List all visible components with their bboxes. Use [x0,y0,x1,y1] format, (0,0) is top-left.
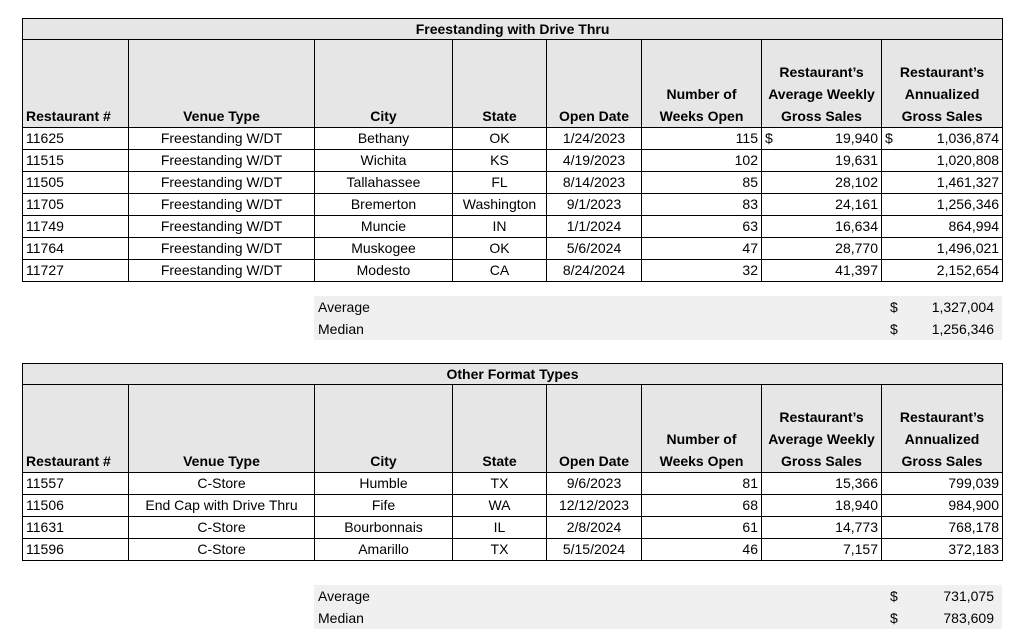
freestanding-rows [23,128,1003,282]
table-row [23,517,1003,539]
other-formats-table [22,363,1003,561]
state-cell: FL [453,172,547,194]
average-value: 1,327,004 [931,299,994,315]
header-annualized: Restaurant’s Annualized Gross Sales [882,40,1003,128]
average-weekly-cell [762,128,882,150]
restaurant-number-cell: 11625 [23,128,129,150]
average-label: Average [318,299,370,315]
city-cell: Wichita [315,150,453,172]
table-row [23,539,1003,561]
average-value: 731,075 [943,588,994,604]
venue-type-cell: C-Store [129,539,315,561]
section-title: Freestanding with Drive Thru [23,19,1003,40]
other-formats-summary [314,585,1002,629]
venue-type-cell: Freestanding W/DT [129,172,315,194]
weeks-open-cell: 61 [642,517,762,539]
annualized-cell: 984,900 [882,495,1003,517]
header-state: State [453,40,547,128]
venue-type-cell: End Cap with Drive Thru [129,495,315,517]
average-weekly-cell: 18,940 [762,495,882,517]
open-date-cell: 1/1/2024 [547,216,642,238]
currency-symbol: $ [890,588,898,604]
weeks-open-cell: 102 [642,150,762,172]
annualized-cell: 1,020,808 [882,150,1003,172]
annualized-cell [882,128,1003,150]
open-date-cell: 9/1/2023 [547,194,642,216]
header-city: City [315,40,453,128]
average-weekly-cell: 41,397 [762,260,882,282]
city-cell: Tallahassee [315,172,453,194]
average-row [314,296,1002,318]
city-cell: Fife [315,495,453,517]
header-venue-type: Venue Type [129,385,315,473]
city-cell: Muskogee [315,238,453,260]
venue-type-cell: Freestanding W/DT [129,238,315,260]
average-row [314,585,1002,607]
city-cell: Humble [315,473,453,495]
currency-symbol: $ [885,130,893,146]
weeks-open-cell: 81 [642,473,762,495]
cell-value: 19,940 [835,130,878,146]
cell-value: 1,036,874 [936,130,1000,146]
state-cell: OK [453,128,547,150]
restaurant-number-cell: 11506 [23,495,129,517]
weeks-open-cell: 47 [642,238,762,260]
annualized-cell: 1,496,021 [882,238,1003,260]
header-open-date: Open Date [547,385,642,473]
open-date-cell: 1/24/2023 [547,128,642,150]
currency-symbol: $ [890,321,898,337]
restaurant-number-cell: 11727 [23,260,129,282]
header-city: City [315,385,453,473]
city-cell: Bremerton [315,194,453,216]
header-annualized: Restaurant’s Annualized Gross Sales [882,385,1003,473]
restaurant-number-cell: 11515 [23,150,129,172]
median-label: Median [318,610,364,626]
restaurant-number-cell: 11557 [23,473,129,495]
currency-symbol: $ [890,299,898,315]
open-date-cell: 5/15/2024 [547,539,642,561]
restaurant-number-cell: 11505 [23,172,129,194]
average-label: Average [318,588,370,604]
median-row [314,607,1002,629]
state-cell: OK [453,238,547,260]
state-cell: WA [453,495,547,517]
table-row [23,150,1003,172]
state-cell: TX [453,473,547,495]
open-date-cell: 2/8/2024 [547,517,642,539]
header-average-weekly: Restaurant’s Average Weekly Gross Sales [762,40,882,128]
weeks-open-cell: 46 [642,539,762,561]
annualized-cell: 799,039 [882,473,1003,495]
table-row [23,260,1003,282]
open-date-cell: 5/6/2024 [547,238,642,260]
state-cell: IN [453,216,547,238]
open-date-cell: 9/6/2023 [547,473,642,495]
header-open-date: Open Date [547,40,642,128]
average-weekly-cell: 7,157 [762,539,882,561]
median-row [314,318,1002,340]
median-value: 783,609 [943,610,994,626]
open-date-cell: 12/12/2023 [547,495,642,517]
table-row [23,473,1003,495]
state-cell: Washington [453,194,547,216]
average-weekly-cell: 28,770 [762,238,882,260]
average-weekly-cell: 24,161 [762,194,882,216]
city-cell: Muncie [315,216,453,238]
annualized-cell: 864,994 [882,216,1003,238]
other-formats-rows [23,473,1003,561]
state-cell: IL [453,517,547,539]
restaurant-number-cell: 11705 [23,194,129,216]
venue-type-cell: C-Store [129,473,315,495]
annualized-cell: 768,178 [882,517,1003,539]
open-date-cell: 4/19/2023 [547,150,642,172]
average-weekly-cell: 15,366 [762,473,882,495]
freestanding-summary [314,296,1002,340]
restaurant-number-cell: 11764 [23,238,129,260]
city-cell: Amarillo [315,539,453,561]
average-weekly-cell: 28,102 [762,172,882,194]
venue-type-cell: Freestanding W/DT [129,150,315,172]
table-row [23,495,1003,517]
annualized-cell: 1,256,346 [882,194,1003,216]
annualized-cell: 1,461,327 [882,172,1003,194]
average-weekly-cell: 19,631 [762,150,882,172]
average-weekly-cell: 16,634 [762,216,882,238]
weeks-open-cell: 68 [642,495,762,517]
header-weeks-open: Number of Weeks Open [642,385,762,473]
restaurant-number-cell: 11631 [23,517,129,539]
weeks-open-cell: 63 [642,216,762,238]
currency-symbol: $ [890,610,898,626]
currency-symbol: $ [765,130,773,146]
weeks-open-cell: 32 [642,260,762,282]
table-row [23,238,1003,260]
open-date-cell: 8/14/2023 [547,172,642,194]
section-title: Other Format Types [23,364,1003,385]
header-state: State [453,385,547,473]
venue-type-cell: Freestanding W/DT [129,128,315,150]
weeks-open-cell: 115 [642,128,762,150]
table-row [23,128,1003,150]
restaurant-number-cell: 11749 [23,216,129,238]
header-average-weekly: Restaurant’s Average Weekly Gross Sales [762,385,882,473]
average-weekly-cell: 14,773 [762,517,882,539]
venue-type-cell: Freestanding W/DT [129,194,315,216]
open-date-cell: 8/24/2024 [547,260,642,282]
median-value: 1,256,346 [931,321,994,337]
city-cell: Bethany [315,128,453,150]
header-venue-type: Venue Type [129,40,315,128]
table-row [23,216,1003,238]
table-row [23,172,1003,194]
city-cell: Bourbonnais [315,517,453,539]
header-weeks-open: Number of Weeks Open [642,40,762,128]
freestanding-table [22,18,1003,282]
venue-type-cell: Freestanding W/DT [129,216,315,238]
city-cell: Modesto [315,260,453,282]
state-cell: TX [453,539,547,561]
header-restaurant: Restaurant # [23,40,129,128]
weeks-open-cell: 85 [642,172,762,194]
annualized-cell: 372,183 [882,539,1003,561]
state-cell: KS [453,150,547,172]
venue-type-cell: C-Store [129,517,315,539]
table-row [23,194,1003,216]
venue-type-cell: Freestanding W/DT [129,260,315,282]
restaurant-number-cell: 11596 [23,539,129,561]
weeks-open-cell: 83 [642,194,762,216]
annualized-cell: 2,152,654 [882,260,1003,282]
header-restaurant: Restaurant # [23,385,129,473]
median-label: Median [318,321,364,337]
state-cell: CA [453,260,547,282]
